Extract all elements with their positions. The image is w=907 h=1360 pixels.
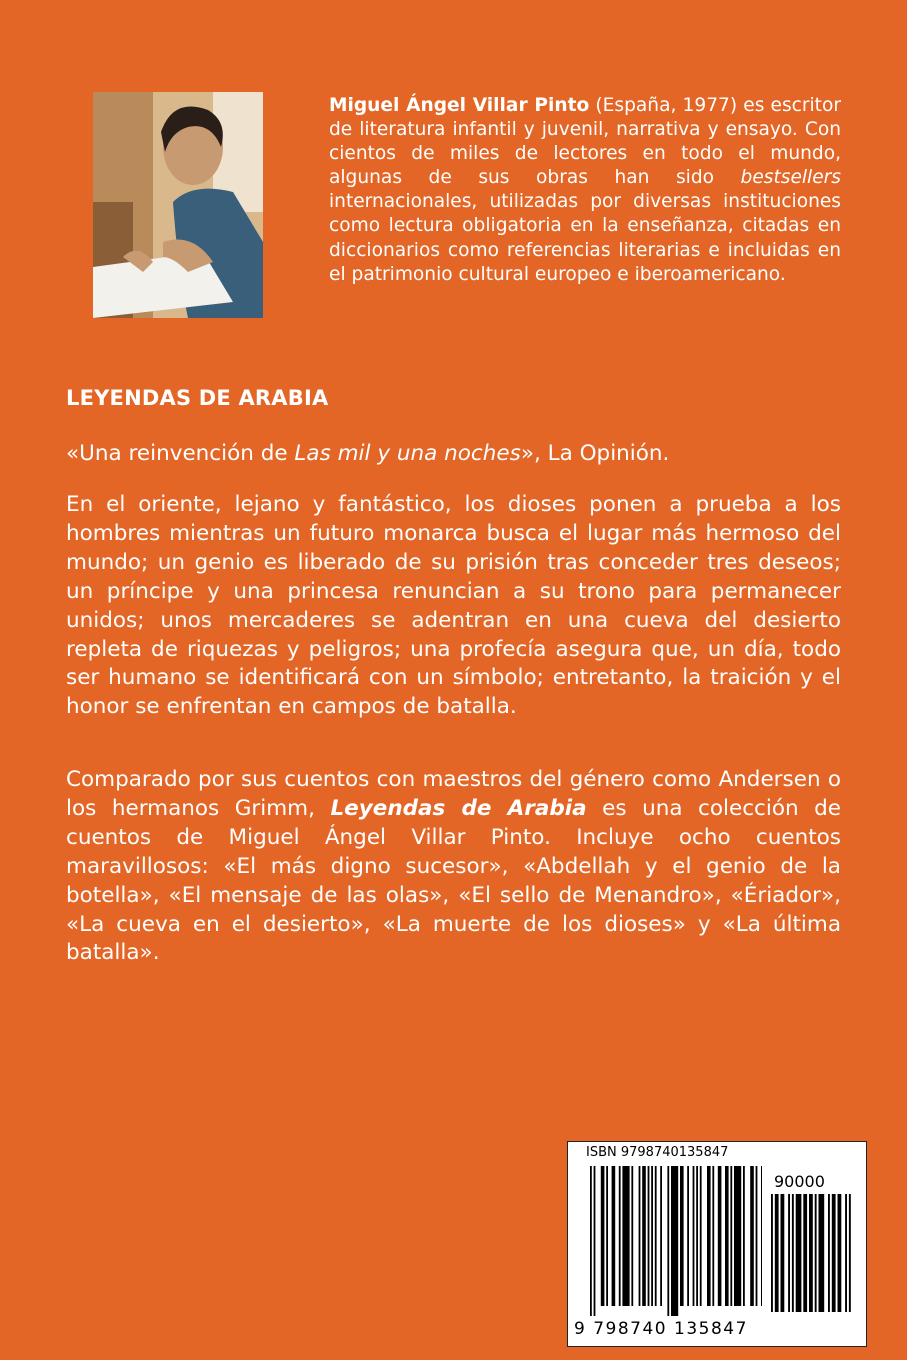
barcode-bars [590, 1166, 762, 1326]
isbn-barcode [567, 1141, 867, 1347]
comparison-post: es una colección de cuentos de Miguel Ángel Villar Pinto. Incluye ocho cuentos maravillosos: «El más digno sucesor», «Abdellah y el genio de la botella», «El mensaje de las olas», «El sello de Menandro», «Ériador», «La cueva en el desierto», «La muerte de los dioses» y «La última batalla». [66, 795, 842, 966]
author-photo [93, 92, 263, 318]
isbn-digits: 9 798740 135847 [574, 1319, 748, 1339]
author-bio-italic: bestsellers [740, 167, 841, 189]
comparison-paragraph [66, 766, 841, 968]
quote-pre: «Una reinvención de [66, 441, 295, 466]
barcode-addon-bars [771, 1194, 859, 1322]
quote-post: », La Opinión. [520, 441, 670, 466]
author-bio [329, 94, 841, 287]
author-bio-text-1: (España, 1977) es escritor de literatura infantil y juvenil, narrativa y ensayo. Con cientos de miles de lectores en todo el mundo, algunas de sus obras han sido [329, 95, 841, 189]
isbn-label: ISBN 9798740135847 [586, 1145, 729, 1160]
price-code: 90000 [774, 1172, 825, 1191]
press-quote [66, 440, 846, 468]
comparison-pre: Comparado por sus cuentos con maestros del género como Andersen o los hermanos Grimm, [66, 767, 841, 821]
book-title: LEYENDAS DE ARABIA [66, 386, 329, 410]
quote-italic: Las mil y una noches [294, 441, 521, 466]
synopsis: En el oriente, lejano y fantástico, los dioses ponen a prueba a los hombres mientras un futuro monarca busca el lugar más hermoso del mundo; un genio es liberado de su prisión tras conceder tres deseos; un príncipe y una princesa renuncian a su trono para permanecer unidos; unos mercaderes se adentran en una cueva del desierto repleta de riquezas y peligros; una profecía asegura que, un día, todo ser humano se identificará con un símbolo; entretanto, la traición y el honor se enfrentan en campos de batalla. [66, 492, 841, 720]
comparison-bold-title: Leyendas de Arabia [330, 795, 587, 821]
author-bio-text-2: internacionales, utilizadas por diversas instituciones como lectura obligatoria en la enseñanza, citadas en diccionarios como referencias literarias e incluidas en el patrimonio cultural europeo e iberoamericano. [329, 191, 841, 285]
author-name: Miguel Ángel Villar Pinto [329, 95, 590, 116]
